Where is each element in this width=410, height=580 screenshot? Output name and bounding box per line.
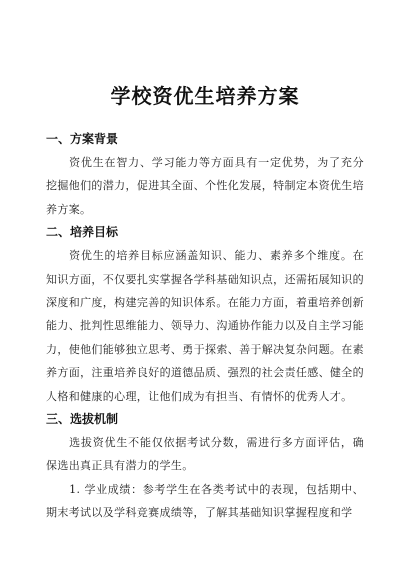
section-heading: 二、培养目标 xyxy=(46,225,119,240)
document-body xyxy=(46,128,364,525)
paragraph: 资优生的培养目标应涵盖知识、能力、素养多个维度。在知识方面，不仅要扎实掌握各学科基础知识点，还需拓展知识的深度和广度，构建完善的知识体系。在能力方面，着重培养创新能力、批判性思维能力、领导力、沟通协作能力以及自主学习能力，使他们能够独立思考、勇于探索、善于解决复杂问题。在素养方面，注重培养良好的道德品质、强烈的社会责任感、健全的人格和健康的心理，让他们成为有担当、有情怀的优秀人才。 xyxy=(46,249,364,403)
section-background xyxy=(46,128,364,221)
section-heading: 一、方案背景 xyxy=(46,132,119,146)
section-goals xyxy=(46,221,364,408)
paragraph: 1. 学业成绩：参考学生在各类考试中的表现，包括期中、期末考试以及学科竞赛成绩等，了解其基础知识掌握程度和学 xyxy=(46,482,364,520)
paragraph: 选拔资优生不能仅依据考试分数，需进行多方面评估，确保选出真正具有潜力的学生。 xyxy=(46,436,364,473)
section-selection xyxy=(46,408,364,525)
document-title: 学校资优生培养方案 xyxy=(110,84,300,108)
paragraph: 资优生在智力、学习能力等方面具有一定优势，为了充分挖掘他们的潜力，促进其全面、个性化发展，特制定本资优生培养方案。 xyxy=(46,156,364,216)
section-heading: 三、选拔机制 xyxy=(46,412,119,427)
